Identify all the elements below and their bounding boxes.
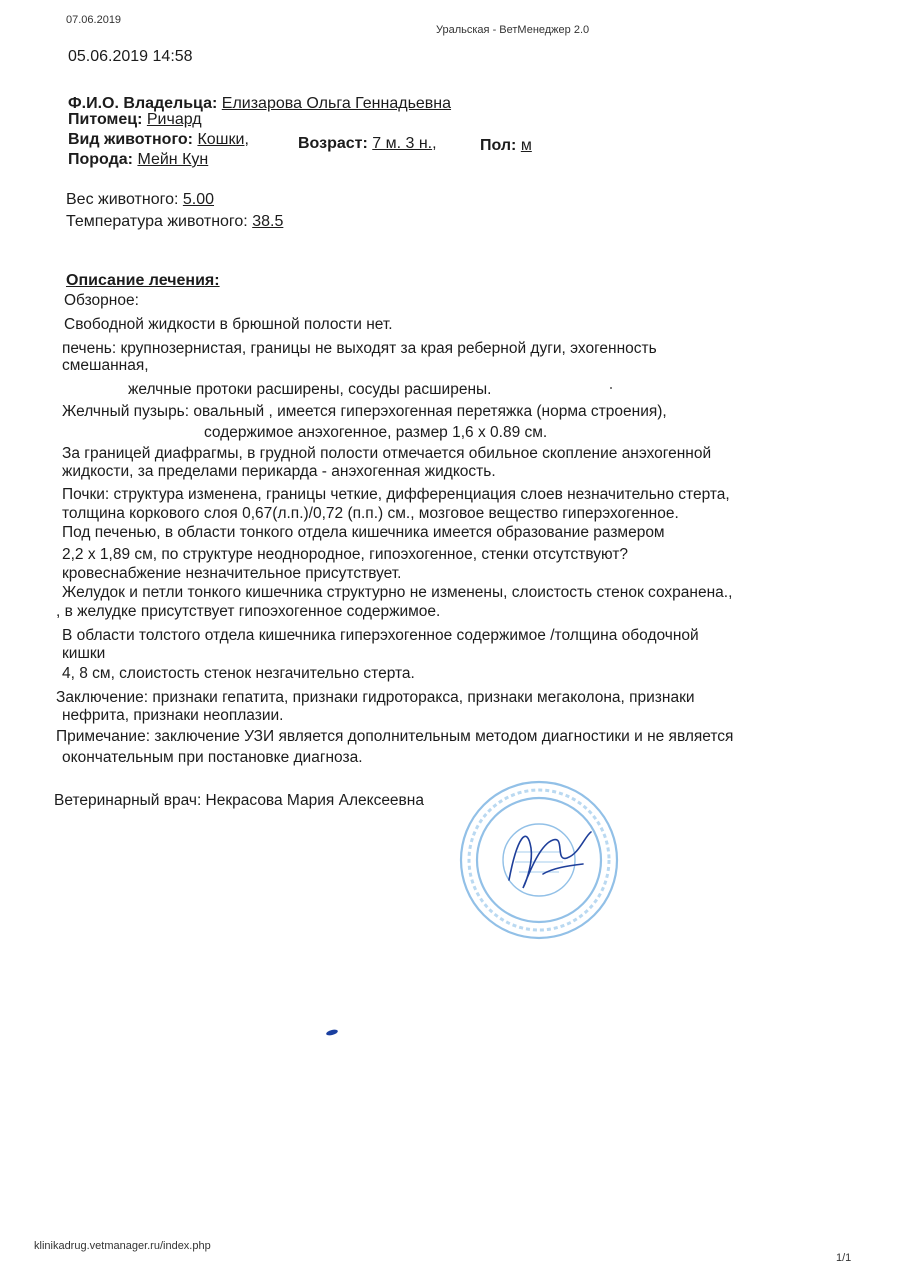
treatment-line: Свободной жидкости в брюшной полости нет. — [64, 316, 393, 333]
treatment-line: В области толстого отдела кишечника гиперэхогенное содержимое /толщина ободочной — [62, 627, 699, 644]
treatment-line: Под печенью, в области тонкого отдела кишечника имеется образование размером — [62, 524, 665, 541]
print-date: 07.06.2019 — [66, 14, 122, 26]
sex-label: Пол: — [480, 137, 517, 154]
treatment-line: Желчный пузырь: овальный , имеется гиперэхогенная перетяжка (норма строения), — [62, 403, 667, 420]
treatment-line: желчные протоки расширены, сосуды расширены. — [128, 381, 492, 398]
treatment-line: кишки — [62, 645, 106, 662]
species-label: Вид животного: — [68, 131, 193, 148]
treatment-line: , в желудке присутствует гипоэхогенное содержимое. — [56, 603, 441, 620]
sex-row — [480, 137, 532, 155]
treatment-line: печень: крупнозернистая, границы не выходят за края реберной дуги, эхогенность — [62, 340, 657, 357]
weight-row — [66, 191, 214, 209]
species-value: Кошки — [197, 131, 245, 148]
temperature-row — [66, 213, 283, 231]
doctor-line: Ветеринарный врач: Некрасова Мария Алексеевна — [54, 792, 424, 809]
treatment-line: Примечание: заключение УЗИ является дополнительным методом диагностики и не является — [56, 728, 734, 745]
treatment-line: 4, 8 см, слоистость стенок незгачительно стерта. — [62, 665, 415, 682]
treatment-line: Заключение: признаки гепатита, признаки гидроторакса, признаки мегаколона, признаки — [56, 689, 695, 706]
temperature-value: 38.5 — [252, 213, 284, 230]
treatment-line: окончательным при постановке диагноза. — [62, 749, 363, 766]
age-row: Возраст: 7 м. 3 н., — [298, 135, 437, 152]
age-label: Возраст: — [298, 135, 368, 152]
treatment-line: Почки: структура изменена, границы четкие, дифференциация слоев незначительно стерта, — [62, 486, 730, 503]
owner-label: Ф.И.О. Владельца: — [68, 95, 218, 112]
temperature-label: Температура животного: — [66, 213, 248, 230]
age-value: 7 м. 3 н. — [372, 135, 433, 152]
treatment-line: содержимое анэхогенное, размер 1,6 х 0.89 см. — [204, 424, 548, 441]
pet-row — [68, 111, 202, 129]
weight-value: 5.00 — [182, 191, 215, 208]
breed-label: Порода: — [68, 151, 133, 168]
treatment-line: нефрита, признаки неоплазии. — [62, 707, 284, 724]
treatment-line: смешанная, — [62, 357, 149, 374]
treatment-heading: Описание лечения: — [66, 272, 220, 289]
treatment-line: кровеснабжение незначительное присутствует. — [62, 565, 402, 582]
treatment-line: Желудок и петли тонкого кишечника структурно не изменены, слоистость стенок сохранена., — [62, 584, 733, 601]
page-number: 1/1 — [836, 1252, 852, 1264]
clinic-stamp-icon — [457, 778, 621, 942]
pet-label: Питомец: — [68, 111, 143, 128]
species-row: Вид животного: Кошки, — [68, 131, 249, 148]
weight-label: Вес животного: — [66, 191, 179, 208]
footer-url: klinikadrug.vetmanager.ru/index.php — [34, 1240, 211, 1252]
visit-datetime: 05.06.2019 14:58 — [68, 48, 193, 65]
breed-value: Мейн Кун — [137, 151, 209, 168]
speck — [610, 387, 612, 389]
treatment-line: За границей диафрагмы, в грудной полости отмечается обильное скопление анэхогенной — [62, 445, 712, 462]
owner-value: Елизарова Ольга Геннадьевна — [221, 95, 452, 112]
breed-row — [68, 151, 208, 169]
treatment-line: жидкости, за пределами перикарда - анэхогенная жидкость. — [62, 463, 496, 480]
treatment-line: 2,2 х 1,89 см, по структуре неоднородное, гипоэхогенное, стенки отсутствуют? — [62, 546, 629, 563]
treatment-line: Обзорное: — [64, 292, 139, 309]
treatment-line: толщина коркового слоя 0,67(л.п.)/0,72 (п.п.) см., мозговое вещество гиперэхогенное. — [62, 505, 679, 522]
pet-value: Ричард — [146, 111, 202, 128]
ink-blot — [326, 1029, 339, 1037]
app-title: Уральская - ВетМенеджер 2.0 — [436, 24, 590, 36]
sex-value: м — [520, 137, 532, 154]
